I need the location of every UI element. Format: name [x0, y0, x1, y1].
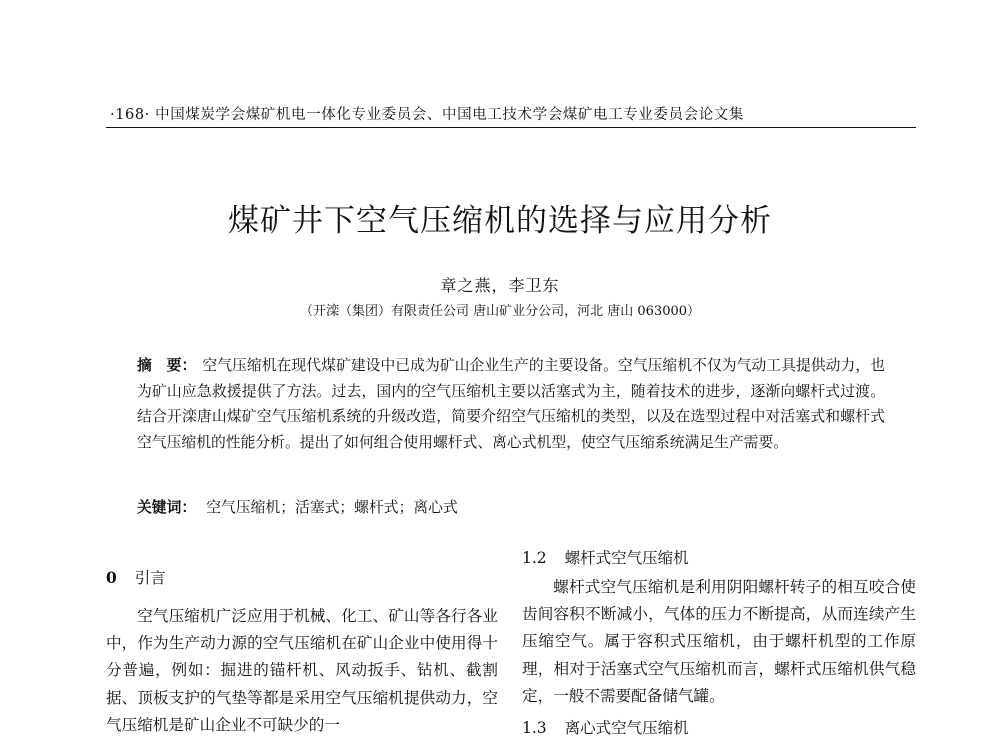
running-head: ·168· 中国煤炭学会煤矿机电一体化专业委员会、中国电工技术学会煤矿电工专业委员会论文集 — [110, 107, 744, 123]
keywords — [137, 496, 885, 517]
subsection-title: 离心式空气压缩机 — [564, 719, 689, 737]
abstract-text: 空气压缩机在现代煤矿建设中已成为矿山企业生产的主要设备。空气压缩机不仅为气动工具提供动力，也为矿山应急救援提供了方法。过去，国内的空气压缩机主要以活塞式为主，随着技术的进步，逐渐向螺杆式过渡。结合开滦唐山煤矿空气压缩机系统的升级改造，简要介绍空气压缩机的类型，以及在选型过程中对活塞式和螺杆式空气压缩机的性能分析。提出了如何组合使用螺杆式、离心式机型，使空气压缩系统满足生产需要。 — [137, 357, 885, 451]
section-1-2-paragraph: 螺杆式空气压缩机是利用阴阳螺杆转子的相互咬合使齿间容积不断减小，气体的压力不断提高，从而连续产生压缩空气。属于容积式压缩机，由于螺杆机型的工作原理，相对于活塞式空气压缩机而言，螺杆式压缩机供气稳定，一般不需要配备储气罐。 — [522, 578, 916, 705]
section-1-2-body — [522, 574, 916, 710]
subsection-number: 1.3 — [522, 719, 547, 737]
paper-affiliation: （开滦（集团）有限责任公司 唐山矿业分公司，河北 唐山 063000） — [299, 304, 701, 319]
section-heading-intro — [106, 566, 166, 588]
paper-authors: 章之燕，李卫东 — [440, 276, 560, 295]
keywords-label: 关键词： — [137, 499, 197, 516]
paper-title: 煤矿井下空气压缩机的选择与应用分析 — [228, 203, 772, 239]
keywords-text: 空气压缩机；活塞式；螺杆式；离心式 — [206, 499, 458, 516]
intro-body — [106, 603, 498, 739]
header-rule — [106, 127, 916, 128]
abstract-label: 摘 要： — [137, 357, 197, 374]
section-number: 0 — [106, 568, 117, 587]
intro-paragraph: 空气压缩机广泛应用于机械、化工、矿山等各行各业中，作为生产动力源的空气压缩机在矿山企业中使用得十分普遍，例如：掘进的锚杆机、风动扳手、钻机、截割据、顶板支护的气垫等都是采用空气压缩机提供动力，空气压缩机是矿山企业不可缺少的一 — [106, 607, 498, 734]
section-title: 引言 — [134, 569, 166, 587]
section-heading-1-3 — [522, 716, 689, 738]
subsection-title: 螺杆式空气压缩机 — [564, 549, 689, 567]
subsection-number: 1.2 — [522, 549, 547, 567]
abstract — [137, 353, 885, 455]
section-heading-1-2 — [522, 546, 689, 568]
